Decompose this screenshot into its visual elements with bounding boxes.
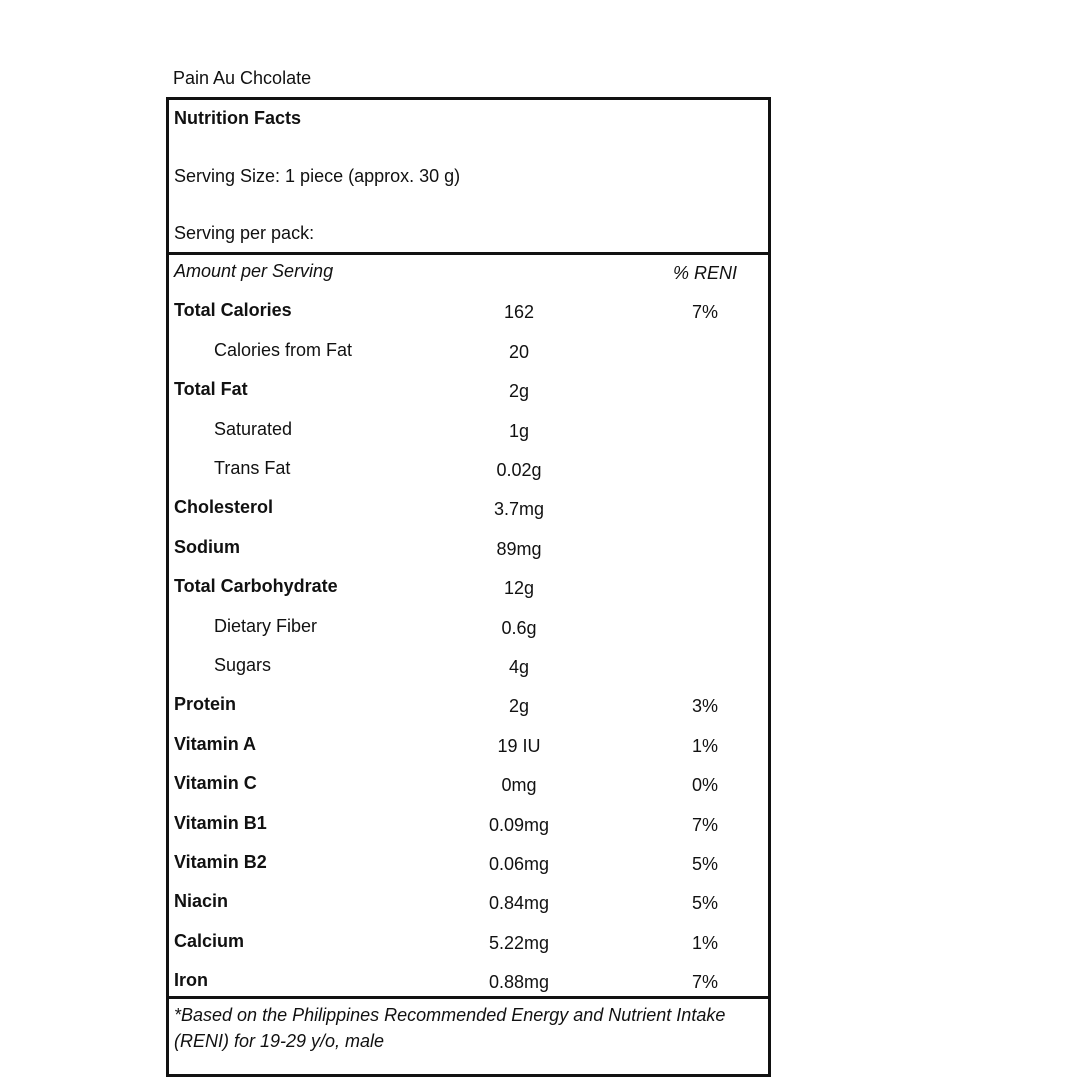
nutrient-reni: 7% (691, 972, 718, 993)
nutrient-name: Total Fat (174, 379, 248, 400)
nutrient-name: Saturated (214, 418, 293, 439)
nutrient-row (169, 491, 768, 530)
nutrient-table (169, 255, 768, 999)
nutrient-name: Trans Fat (214, 458, 291, 478)
nutrient-name: Vitamin A (174, 733, 257, 754)
nutrient-amount: 0.09mg (488, 814, 550, 835)
nutrient-reni: 3% (691, 696, 718, 717)
nutrient-amount: 0.88mg (488, 972, 550, 993)
nutrient-row (169, 925, 768, 964)
nutrient-row (169, 334, 768, 373)
nutrient-reni: 1% (691, 932, 718, 953)
nutrient-name: Vitamin B1 (174, 812, 267, 833)
nutrient-name: Vitamin B2 (174, 852, 267, 872)
nutrient-reni: 7% (691, 814, 718, 835)
nutrient-amount: 12g (503, 578, 535, 599)
nutrient-amount: 4g (508, 657, 530, 677)
nutrient-reni: 0% (691, 775, 718, 796)
nutrient-row (169, 846, 768, 885)
reni-header: % RENI (672, 263, 737, 283)
nutrient-row (169, 294, 768, 333)
nutrition-label (166, 97, 771, 1077)
nutrient-reni: 7% (691, 302, 718, 323)
nutrient-amount: 162 (503, 302, 535, 323)
nutrient-amount: 19 IU (497, 735, 541, 756)
nutrient-amount: 0.06mg (488, 854, 550, 874)
nutrient-name: Sugars (214, 655, 272, 675)
serving-per-pack: Serving per pack: (174, 223, 315, 243)
nutrient-name: Iron (174, 970, 208, 991)
nutrient-name: Total Calories (174, 300, 292, 321)
nutrient-row (169, 531, 768, 570)
nutrient-reni: 5% (691, 893, 718, 914)
nutrient-row (169, 413, 768, 452)
nutrient-row (169, 649, 768, 688)
nutrient-row (169, 570, 768, 609)
nutrient-amount: 20 (508, 341, 530, 362)
nutrient-row (169, 767, 768, 806)
nutrient-reni: 5% (691, 854, 718, 874)
nutrient-amount: 89mg (496, 538, 542, 559)
nutrient-name: Protein (174, 694, 237, 715)
nutrient-row (169, 610, 768, 649)
nutrient-row (169, 885, 768, 924)
nutrient-name: Sodium (174, 536, 240, 557)
product-name: Pain Au Chcolate (173, 68, 312, 88)
footnote: *Based on the Philippines Recommended Energy and Nutrient Intake (RENI) for 19-29 y/o, male (174, 1005, 726, 1051)
nutrient-amount: 0.6g (501, 617, 537, 638)
nutrient-row (169, 728, 768, 767)
nutrient-name: Total Carbohydrate (174, 576, 338, 597)
nutrient-name: Cholesterol (174, 497, 274, 518)
nutrient-reni: 1% (691, 735, 718, 756)
nutrient-amount: 0.02g (496, 460, 542, 480)
nutrient-amount: 5.22mg (488, 932, 550, 953)
nutrient-row (169, 452, 768, 491)
nutrient-name: Niacin (174, 891, 229, 912)
nutrition-facts-title: Nutrition Facts (174, 108, 302, 128)
nutrient-row (169, 688, 768, 727)
serving-size: Serving Size: 1 piece (approx. 30 g) (174, 166, 461, 186)
nutrient-amount: 3.7mg (493, 499, 545, 520)
nutrient-name: Dietary Fiber (214, 615, 318, 636)
nutrient-row (169, 964, 768, 1003)
nutrient-name: Vitamin C (174, 773, 257, 794)
label-header (169, 100, 768, 255)
nutrient-row (169, 373, 768, 412)
nutrient-amount: 1g (508, 420, 530, 441)
nutrient-amount: 0mg (501, 775, 537, 796)
nutrient-name: Calcium (174, 930, 245, 951)
nutrient-amount: 2g (508, 696, 530, 717)
nutrient-row (169, 807, 768, 846)
amount-per-serving-header: Amount per Serving (174, 261, 334, 281)
nutrient-name: Calories from Fat (214, 339, 353, 360)
column-header-row (169, 255, 768, 294)
nutrient-amount: 2g (508, 381, 530, 402)
nutrient-amount: 0.84mg (488, 893, 550, 914)
